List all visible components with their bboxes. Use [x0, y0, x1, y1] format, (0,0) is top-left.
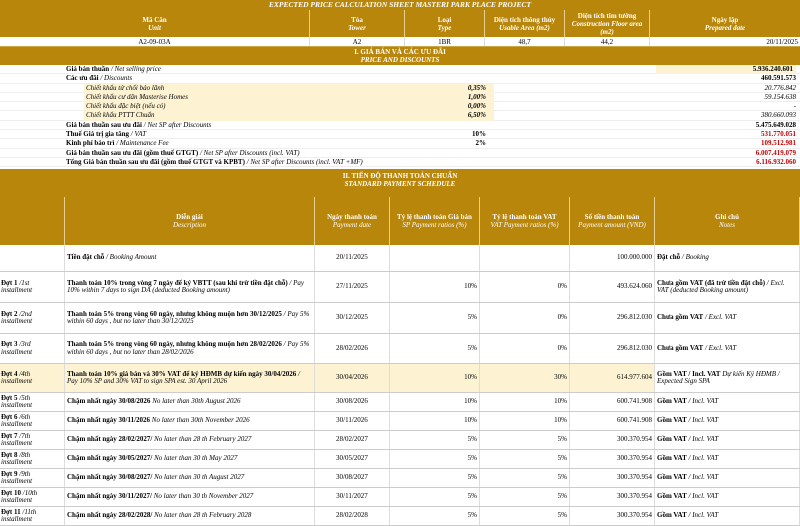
- price-row: [0, 65, 800, 74]
- vat-ratio: 10%: [480, 412, 570, 430]
- discount-percent: 0,00%: [467, 102, 486, 111]
- description-text: [67, 417, 312, 425]
- price-label-en: / VAT: [129, 130, 147, 139]
- price-label-en: / Maintenance Fee: [114, 139, 169, 148]
- installment-vn: Đợt 8: [1, 450, 18, 459]
- description-en: No later than 28 th February 2028: [154, 511, 252, 520]
- price-percent: 10%: [472, 130, 486, 139]
- installment-cell: [0, 272, 65, 302]
- description-text: [67, 474, 312, 482]
- table-row: [0, 364, 800, 393]
- notes-text: [657, 280, 797, 295]
- column-header: [0, 197, 65, 245]
- section-schedule-en: STANDARD PAYMENT SCHEDULE: [344, 180, 456, 189]
- payment-date: 28/02/2026: [315, 334, 390, 363]
- unit-info-row: [0, 37, 800, 47]
- header-tower: Tòa Tower: [310, 10, 405, 37]
- payment-date: 30/04/2026: [315, 364, 390, 392]
- notes-en: / Incl. VAT: [688, 435, 719, 444]
- price-label: [66, 65, 161, 74]
- notes-vn: Gồm VAT: [657, 473, 687, 482]
- description-text: [67, 311, 312, 326]
- price-value: 109.512.981: [761, 139, 796, 148]
- description-text: [67, 512, 312, 520]
- price-label-vn: Tổng Giá bán thuần sau ưu đãi (gồm thuế GTGT và KPBT): [66, 157, 245, 166]
- description-cell: [65, 469, 315, 487]
- notes-vn: Gồm VAT: [657, 416, 687, 425]
- table-row: [0, 431, 800, 450]
- installment-cell: [0, 334, 65, 363]
- description-vn: Chậm nhất ngày 30/08/2027/: [67, 473, 153, 482]
- price-label-vn: Các ưu đãi: [66, 74, 99, 83]
- notes-cell: [655, 393, 800, 411]
- installment-cell: [0, 303, 65, 333]
- notes-text: [657, 436, 797, 444]
- description-en: / Pay 10% within 7 days to sign DA (deducted Booking amount): [67, 278, 304, 295]
- payment-amount: 600.741.908: [570, 393, 655, 411]
- price-row: [0, 111, 800, 120]
- description-text: [67, 341, 312, 356]
- column-header-en: Notes: [719, 221, 735, 230]
- notes-vn: Gồm VAT: [657, 454, 687, 463]
- price-label: [66, 130, 146, 139]
- description-cell: [65, 412, 315, 430]
- price-label-en: / Net SP after Discounts (incl. VAT +MF): [244, 157, 363, 166]
- installment-vn: Đợt 5: [1, 393, 18, 402]
- section-price-en: PRICE AND DISCOUNTS: [360, 56, 440, 64]
- table-row: [0, 334, 800, 364]
- column-header: [390, 197, 480, 245]
- discount-percent: 0,35%: [467, 83, 486, 92]
- installment-name: [1, 433, 62, 448]
- description-cell: [65, 431, 315, 449]
- installment-vn: Đợt 11: [1, 507, 21, 516]
- installment-name: [1, 452, 62, 467]
- payment-date: 30/08/2026: [315, 393, 390, 411]
- installment-vn: Đợt 9: [1, 469, 18, 478]
- column-header-vn: Tỷ lệ thanh toán Giá bán: [397, 213, 472, 222]
- installment-cell: [0, 245, 65, 271]
- description-text: [67, 455, 312, 463]
- notes-en: Dự kiến Ký HĐMB / Expected Sign SPA: [657, 369, 780, 386]
- installment-cell: [0, 393, 65, 411]
- sp-ratio: 5%: [390, 431, 480, 449]
- payment-date: 27/11/2025: [315, 272, 390, 302]
- installment-name: [1, 471, 62, 486]
- installment-name: [1, 341, 62, 356]
- schedule-header: [0, 197, 800, 245]
- notes-vn: Đặt chỗ: [657, 253, 681, 262]
- price-row: [0, 102, 800, 111]
- installment-name: [1, 395, 62, 410]
- description-vn: Chậm nhất ngày 30/05/2027/: [67, 454, 153, 463]
- description-vn: Chậm nhất ngày 30/11/2026: [67, 416, 151, 425]
- payment-amount: 300.370.954: [570, 450, 655, 468]
- description-cell: [65, 393, 315, 411]
- payment-amount: 614.977.604: [570, 364, 655, 392]
- price-value: 5.475.649.028: [755, 120, 796, 129]
- notes-vn: Gồm VAT: [657, 435, 687, 444]
- discount-label: Chiết khấu đặc biệt (nếu có): [84, 102, 494, 111]
- installment-name: [1, 311, 62, 326]
- description-cell: [65, 488, 315, 506]
- notes-cell: [655, 334, 800, 363]
- column-header-vn: Số tiền thanh toán: [584, 213, 640, 222]
- payment-amount: 600.741.908: [570, 412, 655, 430]
- price-label: [66, 139, 169, 148]
- price-value: 6.007.419.079: [755, 148, 796, 157]
- price-label-vn: Kinh phí bảo trì: [66, 139, 115, 148]
- description-text: [67, 280, 312, 295]
- section-schedule-vn: II. TIẾN ĐỘ THANH TOÁN CHUẨN: [342, 172, 458, 181]
- notes-en: / Incl. VAT: [688, 454, 719, 463]
- column-header-en: Description: [172, 221, 207, 230]
- description-en: / Booking Amount: [105, 253, 157, 262]
- installment-vn: Đợt 1: [1, 278, 18, 287]
- vat-ratio: 0%: [480, 272, 570, 302]
- sp-ratio: 5%: [390, 450, 480, 468]
- price-label-vn: Giá bán thuần sau ưu đãi: [66, 120, 142, 129]
- installment-vn: Đợt 7: [1, 431, 18, 440]
- installment-vn: Đợt 4: [1, 369, 18, 378]
- column-header: [655, 197, 800, 245]
- payment-date: 28/02/2028: [315, 507, 390, 525]
- unit-usable-area: 48,7: [485, 37, 565, 46]
- column-header: [570, 197, 655, 245]
- notes-vn: Gồm VAT: [657, 511, 687, 520]
- notes-text: [657, 371, 797, 386]
- description-vn: Thanh toán 5% trong vòng 60 ngày, nhưng không muộn hơn 30/12/2025: [67, 309, 282, 318]
- installment-en: /5th installment: [1, 393, 33, 410]
- description-text: [67, 254, 312, 262]
- description-cell: [65, 245, 315, 271]
- installment-name: [1, 509, 62, 524]
- notes-text: [657, 398, 797, 406]
- vat-ratio: 10%: [480, 393, 570, 411]
- sp-ratio: 10%: [390, 272, 480, 302]
- notes-text: [657, 345, 797, 353]
- sp-ratio: [390, 245, 480, 271]
- discount-label: Chiết khấu PTTT Chuẩn: [84, 111, 494, 120]
- payment-date: 30/05/2027: [315, 450, 390, 468]
- price-label-en: / Discounts: [98, 74, 133, 83]
- payment-amount: 493.624.060: [570, 272, 655, 302]
- installment-name: [1, 371, 62, 386]
- sp-ratio: 10%: [390, 412, 480, 430]
- description-cell: [65, 334, 315, 363]
- description-vn: Thanh toán 10% giá bán và 30% VAT để ký HĐMB dự kiến ngày 30/04/2026: [67, 369, 297, 378]
- description-cell: [65, 450, 315, 468]
- price-row: [0, 130, 800, 139]
- installment-vn: Đợt 2: [1, 309, 18, 318]
- table-row: [0, 393, 800, 412]
- unit-prepared-date: 20/11/2025: [766, 37, 798, 46]
- price-value: 460.591.573: [761, 74, 796, 83]
- price-row: [0, 121, 800, 130]
- price-rows: [0, 65, 800, 167]
- notes-en: / Incl. VAT: [688, 473, 719, 482]
- price-label: [66, 158, 363, 167]
- price-row: [0, 158, 800, 167]
- notes-cell: [655, 303, 800, 333]
- description-vn: Chậm nhất ngày 30/11/2027/: [67, 492, 152, 501]
- vat-ratio: [480, 245, 570, 271]
- discount-label: Chiết khấu cư dân Masterise Homes: [84, 93, 494, 102]
- notes-text: [657, 314, 797, 322]
- price-label-en: / Net selling price: [109, 65, 161, 73]
- installment-vn: Đợt 3: [1, 340, 18, 349]
- notes-cell: [655, 469, 800, 487]
- description-en: No later than 30 th August 2027: [154, 473, 245, 482]
- price-value: 5.936.240.601: [656, 65, 796, 74]
- notes-cell: [655, 412, 800, 430]
- installment-en: /8th installment: [1, 450, 33, 467]
- installment-en: /1st installment: [1, 278, 33, 295]
- header-floor-area: Diện tích tim tường Construction Floor area (m2): [565, 10, 650, 37]
- payment-amount: 296.812.030: [570, 303, 655, 333]
- header-prepared-date: Ngày lập Prepared date: [704, 15, 746, 32]
- column-header-vn: Diễn giải: [176, 213, 203, 222]
- notes-en: / Booking: [681, 253, 709, 262]
- installment-name: [1, 280, 62, 295]
- description-text: [67, 493, 312, 501]
- notes-text: [657, 512, 797, 520]
- installment-name: [1, 414, 62, 429]
- price-label: [66, 74, 132, 83]
- sp-ratio: 5%: [390, 488, 480, 506]
- price-label-en: / Net SP after Discounts (incl. VAT): [198, 148, 300, 157]
- table-row: [0, 507, 800, 526]
- column-header-en: VAT Payment ratios (%): [490, 221, 559, 230]
- notes-cell: [655, 450, 800, 468]
- notes-text: [657, 417, 797, 425]
- description-cell: [65, 272, 315, 302]
- unit-tower: A2: [310, 37, 405, 46]
- installment-cell: [0, 364, 65, 392]
- column-header-en: SP Payment ratios (%): [402, 221, 467, 230]
- discount-label: Chiết khấu từ chối bảo lãnh: [84, 84, 494, 93]
- section-price-title: [0, 47, 800, 65]
- description-en: No later than 30 th May 2027: [154, 454, 238, 463]
- notes-text: [657, 455, 797, 463]
- payment-date: 20/11/2025: [315, 245, 390, 271]
- description-en: No later than 30th November 2026: [151, 416, 250, 425]
- installment-vn: Đợt 10: [1, 488, 22, 497]
- column-header-en: Payment amount (VND): [578, 221, 646, 230]
- table-row: [0, 272, 800, 303]
- notes-text: [657, 254, 797, 262]
- description-en: No later than 28 th February 2027: [154, 435, 252, 444]
- notes-cell: [655, 272, 800, 302]
- vat-ratio: 0%: [480, 334, 570, 363]
- vat-ratio: 0%: [480, 303, 570, 333]
- description-text: [67, 371, 312, 386]
- price-label-vn: Thuế Giá trị gia tăng: [66, 130, 130, 139]
- unit-floor-area: 44,2: [565, 37, 650, 46]
- description-vn: Thanh toán 5% trong vòng 60 ngày, nhưng không muộn hơn 28/02/2026: [67, 340, 282, 349]
- price-value: 20.776.842: [764, 83, 796, 92]
- price-row: [0, 149, 800, 158]
- notes-vn: Gồm VAT: [657, 397, 687, 406]
- description-cell: [65, 507, 315, 525]
- description-en: No later than 30th August 2026: [152, 397, 241, 406]
- installment-en: /2nd installment: [1, 309, 33, 326]
- unit-code: A2-09-03A: [0, 37, 310, 46]
- price-value: 6.116.932.060: [756, 157, 796, 166]
- sp-ratio: 5%: [390, 507, 480, 525]
- column-header-en: Payment date: [332, 221, 372, 230]
- payment-amount: 300.370.954: [570, 488, 655, 506]
- table-row: [0, 412, 800, 431]
- column-header: [315, 197, 390, 245]
- description-vn: Chậm nhất ngày 28/02/2027/: [67, 435, 153, 444]
- header-unit: Mã Căn Unit: [0, 10, 310, 37]
- sp-ratio: 5%: [390, 469, 480, 487]
- description-cell: [65, 364, 315, 392]
- column-header-vn: Ngày thanh toán: [327, 213, 377, 222]
- vat-ratio: 5%: [480, 488, 570, 506]
- payment-amount: 100.000.000: [570, 245, 655, 271]
- payment-amount: 300.370.954: [570, 431, 655, 449]
- installment-cell: [0, 412, 65, 430]
- price-value: 59.154.638: [764, 92, 796, 101]
- header-usable-area: Diện tích thông thủy Usable Area (m2): [485, 10, 565, 37]
- table-row: [0, 245, 800, 272]
- installment-en: /9th installment: [1, 469, 33, 486]
- section-price-vn: I. GIÁ BÁN VÀ CÁC ƯU ĐÃI: [354, 48, 446, 56]
- installment-en: /4th installment: [1, 369, 33, 386]
- notes-cell: [655, 431, 800, 449]
- sp-ratio: 10%: [390, 364, 480, 392]
- notes-en: / Excl. VAT (deducted Booking amount): [657, 278, 785, 295]
- column-header-vn: Tỷ lệ thanh toán VAT: [492, 213, 557, 222]
- price-row: [0, 139, 800, 148]
- unit-header: [0, 10, 800, 37]
- notes-en: / Incl. VAT: [688, 397, 719, 406]
- notes-vn: Chưa gồm VAT (đã trừ tiền đặt chỗ): [657, 278, 766, 287]
- description-text: [67, 398, 312, 406]
- schedule-body: [0, 245, 800, 526]
- vat-ratio: 5%: [480, 469, 570, 487]
- notes-vn: Gồm VAT / Incl. VAT: [657, 369, 721, 378]
- description-en: / Pay 5% within 60 days , but no later than 30/12/2025: [67, 309, 310, 326]
- price-label: [66, 121, 211, 130]
- notes-en: / Excl. VAT: [704, 313, 737, 322]
- payment-date: 30/08/2027: [315, 469, 390, 487]
- notes-vn: Chưa gồm VAT: [657, 313, 704, 322]
- notes-text: [657, 474, 797, 482]
- price-value: 531.770.051: [761, 130, 796, 139]
- notes-cell: [655, 364, 800, 392]
- description-en: / Pay 10% SP and 30% VAT to sign SPA est. 30 April 2026: [67, 369, 300, 386]
- installment-en: /7th installment: [1, 431, 33, 448]
- payment-amount: 300.370.954: [570, 469, 655, 487]
- payment-amount: 296.812.030: [570, 334, 655, 363]
- installment-cell: [0, 488, 65, 506]
- description-vn: Chậm nhất ngày 30/08/2026: [67, 397, 151, 406]
- price-percent: 2%: [475, 139, 486, 148]
- sp-ratio: 10%: [390, 393, 480, 411]
- notes-text: [657, 493, 797, 501]
- price-label-vn: Giá bán thuần sau ưu đãi (gồm thuế GTGT): [66, 148, 199, 157]
- vat-ratio: 5%: [480, 431, 570, 449]
- price-value: 380.660.093: [761, 111, 796, 120]
- notes-cell: [655, 507, 800, 525]
- description-cell: [65, 303, 315, 333]
- installment-vn: Đợt 6: [1, 412, 18, 421]
- header-type: Loại Type: [405, 10, 485, 37]
- description-en: / Pay 5% within 60 days , but no later than 28/02/2026: [67, 340, 310, 356]
- description-en: No later than 30 th November 2027: [153, 492, 254, 501]
- installment-cell: [0, 469, 65, 487]
- notes-vn: Gồm VAT: [657, 492, 687, 501]
- price-row: [0, 93, 800, 102]
- discount-percent: 6,50%: [467, 111, 486, 120]
- sp-ratio: 5%: [390, 334, 480, 363]
- notes-en: / Incl. VAT: [688, 416, 719, 425]
- vat-ratio: 5%: [480, 507, 570, 525]
- description-vn: Thanh toán 10% trong vòng 7 ngày để ký VBTT (sau khi trừ tiền đặt chỗ): [67, 278, 288, 287]
- notes-en: / Incl. VAT: [688, 492, 719, 501]
- column-header: [65, 197, 315, 245]
- installment-en: /3rd installment: [1, 340, 33, 356]
- table-row: [0, 469, 800, 488]
- notes-vn: Chưa gồm VAT: [657, 343, 704, 352]
- notes-en: / Excl. VAT: [704, 343, 737, 352]
- installment-en: /10th installment: [1, 488, 38, 505]
- notes-en: / Incl. VAT: [688, 511, 719, 520]
- description-vn: Chậm nhất ngày 28/02/2028/: [67, 511, 153, 520]
- table-row: [0, 303, 800, 334]
- notes-cell: [655, 488, 800, 506]
- price-value: -: [793, 102, 796, 111]
- description-vn: Tiền đặt chỗ: [67, 253, 105, 262]
- discount-percent: 1,00%: [467, 92, 486, 101]
- installment-cell: [0, 431, 65, 449]
- sheet-banner: EXPECTED PRICE CALCULATION SHEET MASTERI PARK PLACE PROJECT: [0, 0, 800, 10]
- sp-ratio: 5%: [390, 303, 480, 333]
- installment-cell: [0, 450, 65, 468]
- payment-date: 30/11/2027: [315, 488, 390, 506]
- notes-cell: [655, 245, 800, 271]
- column-header: [480, 197, 570, 245]
- description-text: [67, 436, 312, 444]
- payment-amount: 300.370.954: [570, 507, 655, 525]
- installment-en: /6th installment: [1, 412, 33, 429]
- installment-name: [1, 490, 62, 505]
- price-row: [0, 84, 800, 93]
- installment-en: /11th installment: [1, 507, 37, 524]
- price-label-vn: Giá bán thuần: [66, 65, 110, 73]
- column-header-vn: Ghi chú: [715, 213, 739, 222]
- table-row: [0, 488, 800, 507]
- price-label: [66, 149, 300, 158]
- price-row: [0, 74, 800, 83]
- table-row: [0, 450, 800, 469]
- unit-type: 1BR: [405, 37, 485, 46]
- payment-date: 30/11/2026: [315, 412, 390, 430]
- vat-ratio: 30%: [480, 364, 570, 392]
- payment-date: 30/12/2025: [315, 303, 390, 333]
- price-label-en: / Net SP after Discounts: [142, 120, 212, 129]
- vat-ratio: 5%: [480, 450, 570, 468]
- payment-date: 28/02/2027: [315, 431, 390, 449]
- section-schedule-title: [0, 169, 800, 197]
- installment-cell: [0, 507, 65, 525]
